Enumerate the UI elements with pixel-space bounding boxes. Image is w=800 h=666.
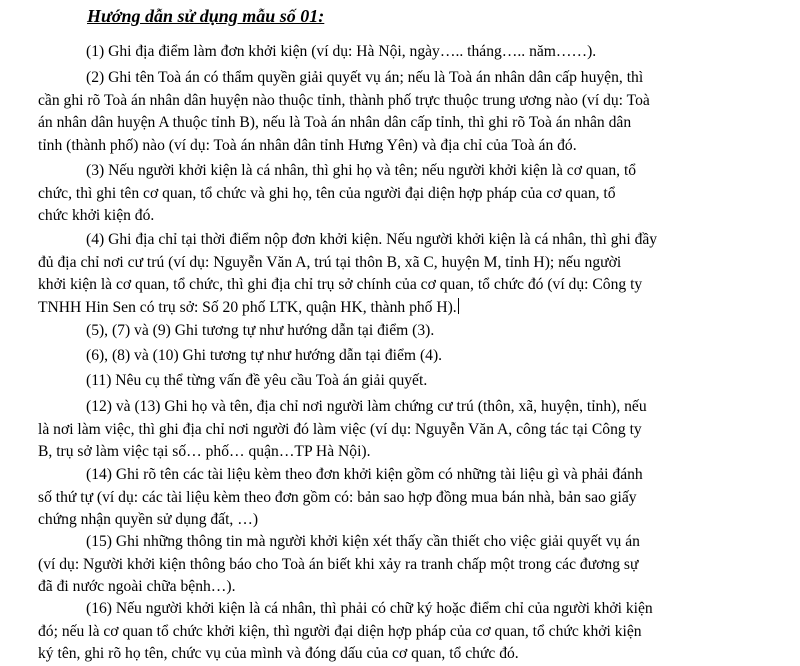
instruction-paragraph-10 <box>38 531 778 599</box>
paragraph-line-text: TNHH Hin Sen có trụ sở: Số 20 phố LTK, quận HK, thành phố H). <box>38 298 457 316</box>
instruction-paragraph-6 <box>38 345 778 368</box>
paragraph-line: tỉnh (thành phố) nào (ví dụ: Toà án nhân dân tỉnh Hưng Yên) và địa chỉ của Toà án đó. <box>38 136 577 154</box>
instruction-paragraph-9 <box>38 464 778 532</box>
paragraph-line: đó; nếu là cơ quan tổ chức khởi kiện, thì người đại diện hợp pháp của cơ quan, tổ chức khởi kiện <box>38 622 642 640</box>
instruction-paragraph-8 <box>38 396 778 464</box>
paragraph-line: B, trụ sở làm việc tại số… phố… quận…TP Hà Nội). <box>38 443 371 460</box>
text-cursor <box>458 298 459 314</box>
paragraph-line: (6), (8) và (10) Ghi tương tự như hướng dẫn tại điểm (4). <box>86 347 443 364</box>
paragraph-line: chứng nhận quyền sử dụng đất, …) <box>38 511 259 528</box>
paragraph-line: ký tên, ghi rõ họ tên, chức vụ của mình và đóng dấu của cơ quan, tổ chức đó. <box>38 645 519 662</box>
paragraph-line: (12) và (13) Ghi họ và tên, địa chỉ nơi người làm chứng cư trú (thôn, xã, huyện, tỉnh), nếu <box>86 398 647 415</box>
instruction-paragraph-1 <box>38 41 778 64</box>
instruction-paragraph-4 <box>38 229 778 319</box>
document-title: Hướng dẫn sử dụng mẫu số 01: <box>87 6 325 26</box>
paragraph-line: đủ địa chỉ nơi cư trú (ví dụ: Nguyễn Văn A, trú tại thôn B, xã C, huyện M, tỉnh H); nếu người <box>38 253 622 271</box>
paragraph-line: (11) Nêu cụ thể từng vấn đề yêu cầu Toà án giải quyết. <box>86 372 428 389</box>
paragraph-line: án nhân dân huyện A thuộc tỉnh B), nếu là Toà án nhân dân cấp tỉnh, thì ghi rõ Toà án nhân dân <box>38 114 632 131</box>
paragraph-line: chức khởi kiện đó. <box>38 207 155 224</box>
paragraph-line-last[interactable] <box>38 297 778 320</box>
paragraph-line: (14) Ghi rõ tên các tài liệu kèm theo đơn khởi kiện gồm có những tài liệu gì và phải đánh <box>86 466 643 483</box>
instruction-paragraph-11 <box>38 598 778 666</box>
paragraph-line: (15) Ghi những thông tin mà người khởi kiện xét thấy cần thiết cho việc giải quyết vụ án <box>86 533 640 550</box>
paragraph-line: đã đi nước ngoài chữa bệnh…). <box>38 578 236 595</box>
instruction-paragraph-5 <box>38 320 778 343</box>
paragraph-line: (1) Ghi địa điểm làm đơn khởi kiện (ví dụ: Hà Nội, ngày….. tháng….. năm……). <box>86 43 597 60</box>
paragraph-line: chức, thì ghi tên cơ quan, tổ chức và ghi họ, tên của người đại diện hợp pháp của cơ quan, tổ <box>38 184 616 202</box>
paragraph-line: khởi kiện là cơ quan, tổ chức, thì ghi địa chỉ trụ sở chính của cơ quan, tổ chức đó (ví dụ: Công ty <box>38 276 643 293</box>
paragraph-line: cần ghi rõ Toà án nhân dân huyện nào thuộc tỉnh, thành phố trực thuộc trung ương nào (ví dụ: Toà <box>38 91 650 109</box>
paragraph-line: (ví dụ: Người khởi kiện thông báo cho Toà án biết khi xảy ra tranh chấp một trong các đương sự <box>38 555 639 573</box>
paragraph-line: (16) Nếu người khởi kiện là cá nhân, thì phải có chữ ký hoặc điểm chỉ của người khởi kiện <box>86 600 653 617</box>
paragraph-line: (3) Nếu người khởi kiện là cá nhân, thì ghi họ và tên; nếu người khởi kiện là cơ quan, tổ <box>86 162 637 179</box>
paragraph-line: là nơi làm việc, thì ghi địa chỉ nơi người đó làm việc (ví dụ: Nguyễn Văn A, công tác tại Công ty <box>38 420 642 438</box>
instruction-paragraph-3 <box>38 160 778 228</box>
paragraph-line: (2) Ghi tên Toà án có thẩm quyền giải quyết vụ án; nếu là Toà án nhân dân cấp huyện, thì <box>86 69 644 86</box>
instruction-paragraph-2 <box>38 67 778 157</box>
paragraph-line: (4) Ghi địa chỉ tại thời điểm nộp đơn khởi kiện. Nếu người khởi kiện là cá nhân, thì ghi đầy <box>86 231 658 248</box>
paragraph-line: số thứ tự (ví dụ: các tài liệu kèm theo đơn gồm có: bản sao hợp đồng mua bán nhà, bản sao giấy <box>38 488 637 506</box>
instruction-paragraph-7 <box>38 370 778 393</box>
paragraph-line: (5), (7) và (9) Ghi tương tự như hướng dẫn tại điểm (3). <box>86 322 435 339</box>
